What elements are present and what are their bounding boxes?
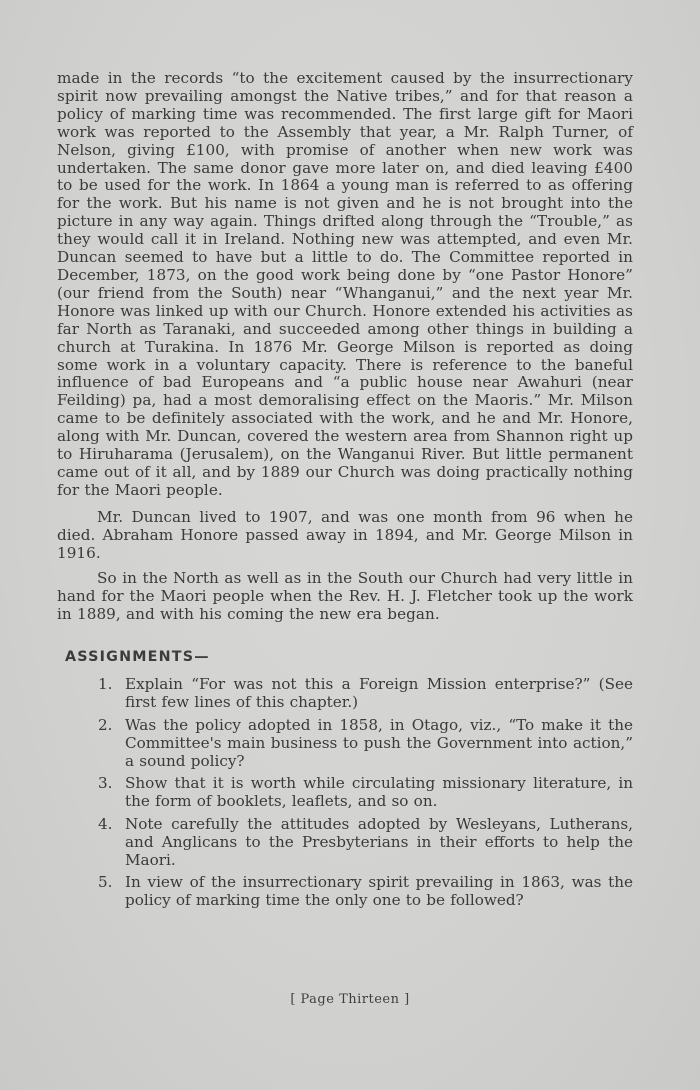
body-paragraph-3: So in the North as well as in the South our Church had very little in hand for the Maori people when the Rev. H. J. Fletcher took up the work in 1889, and with his coming the new era began.	[57, 569, 633, 624]
body-paragraph-2: Mr. Duncan lived to 1907, and was one month from 96 when he died. Abraham Honore passed away in 1894, and Mr. George Milson in 1916.	[57, 507, 633, 562]
assignment-text: Note carefully the attitudes adopted by Wesleyans, Lutherans, and Anglicans to the Presbyterians in their efforts to help the Maori.	[125, 814, 633, 870]
assignment-number: 4.	[98, 814, 113, 833]
page-body	[57, 70, 633, 914]
assignment-item	[57, 716, 633, 771]
assignment-item	[57, 815, 633, 870]
assignment-text: Show that it is worth while circulating missionary literature, in the form of booklets, leaflets, and so on.	[125, 774, 633, 811]
assignments-list	[57, 675, 633, 909]
page-number-footer: [ Page Thirteen ]	[290, 992, 410, 1007]
assignment-item	[57, 873, 633, 909]
assignment-text: In view of the insurrectionary spirit prevailing in 1863, was the policy of marking time the only one to be followed?	[125, 873, 633, 910]
assignment-number: 5.	[98, 873, 113, 892]
assignments-heading: ASSIGNMENTS—	[65, 649, 210, 666]
assignment-text: Explain “For was not this a Foreign Mission enterprise?” (See first few lines of this chapter.)	[125, 675, 633, 712]
assignment-number: 1.	[98, 675, 113, 694]
assignment-number: 2.	[98, 715, 113, 734]
assignment-text: Was the policy adopted in 1858, in Otago, viz., “To make it the Committee's main business to push the Government into action,” a sound policy?	[125, 715, 633, 770]
assignment-number: 3.	[98, 774, 113, 793]
assignment-item	[57, 675, 633, 711]
assignment-item	[57, 774, 633, 810]
body-paragraph-1: made in the records “to the excitement caused by the insurrectionary spirit now prevailing amongst the Native tribes,” and for that reason a policy of marking time was recommended. The first large gift for Maori work was reported to the Assembly that year, a Mr. Ralph Turner, of Nelson, giving £100, with promise of another when new work was undertaken. The same donor gave more later on, and died leaving £400 to be used for the work. In 1864 a young man is referred to as offering for the work. But his name is not given and he is not brought into the picture in any way again. Things drifted along through the “Trouble,” as they would call it in Ireland. Nothing new was attempted, and even Mr. Duncan seemed to have but a little to do. The Committee reported in December, 1873, on the good work being done by “one Pastor Honore” (our friend from the South) near “Whanganui,” and the next year Mr. Honore was linked up with our Church. Honore extended his activities as far North as Taranaki, and succeeded among other things in building a church at Turakina. In 1876 Mr. George Milson is reported as doing some work in a voluntary capacity. There is reference to the baneful influence of bad Europeans and “a public house near Awahuri (near Feilding) pa, had a most demoralising effect on the Maoris.” Mr. Milson came to be definitely associated with the work, and he and Mr. Honore, along with Mr. Duncan, covered the western area from Shannon right up to Hiruharama (Jerusalem), on the Wanganui River. But little permanent came out of it all, and by 1889 our Church was doing practically nothing for the Maori people.	[57, 69, 633, 499]
